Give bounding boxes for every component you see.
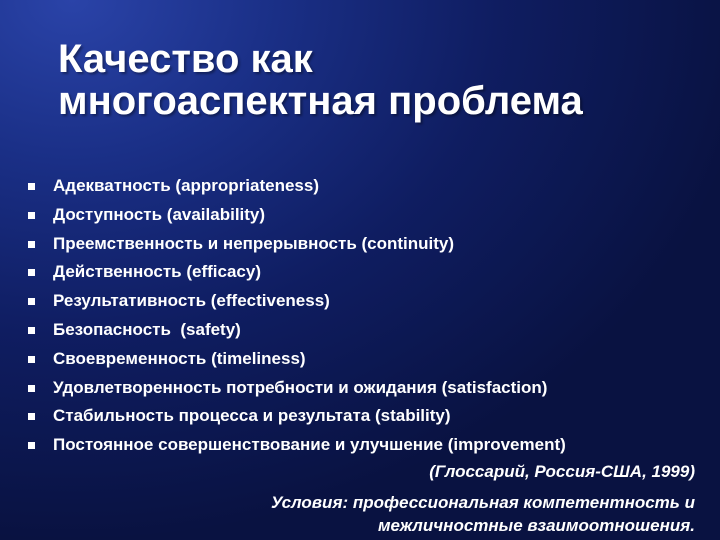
list-item-text: Доступность (availability) — [53, 204, 266, 224]
list-item-text: Постоянное совершенствование и улучшение (improvement) — [53, 435, 566, 455]
list-item-text: Безопасность (safety) — [53, 319, 241, 339]
quality-aspects-list — [28, 175, 566, 463]
conditions-line-2: межличностные взаимоотношения. — [377, 516, 695, 535]
list-item — [28, 204, 566, 233]
square-bullet-icon — [28, 356, 35, 363]
square-bullet-icon — [28, 442, 35, 449]
list-item — [28, 377, 566, 406]
list-item — [28, 405, 566, 434]
list-item-text: Удовлетворенность потребности и ожидания (satisfaction) — [53, 377, 548, 397]
list-item — [28, 290, 566, 319]
slide-title — [58, 38, 708, 122]
square-bullet-icon — [28, 212, 35, 219]
list-item — [28, 175, 566, 204]
square-bullet-icon — [28, 298, 35, 305]
list-item — [28, 233, 566, 262]
square-bullet-icon — [28, 241, 35, 248]
square-bullet-icon — [28, 385, 35, 392]
list-item — [28, 348, 566, 377]
list-item-text: Адекватность (appropriateness) — [53, 176, 320, 195]
list-item-text: Действенность (efficacy) — [53, 262, 261, 282]
square-bullet-icon — [28, 413, 35, 420]
list-item-text: Преемственность и непрерывность (continuity) — [53, 233, 455, 253]
list-item — [28, 261, 566, 290]
source-citation: (Глоссарий, Россия-США, 1999) — [429, 462, 695, 481]
square-bullet-icon — [28, 269, 35, 276]
slide-title-line-2: многоаспектная проблема — [58, 79, 583, 123]
square-bullet-icon — [28, 327, 35, 334]
list-item — [28, 434, 566, 463]
square-bullet-icon — [28, 183, 35, 190]
conditions-line-1: Условия: профессиональная компетентность и — [270, 493, 695, 512]
list-item-text: Своевременность (timeliness) — [53, 348, 306, 368]
list-item-text: Стабильность процесса и результата (stability) — [53, 406, 451, 426]
list-item — [28, 319, 566, 348]
slide-title-line-1: Качество как — [58, 37, 313, 81]
list-item-text: Результативность (effectiveness) — [53, 291, 330, 311]
